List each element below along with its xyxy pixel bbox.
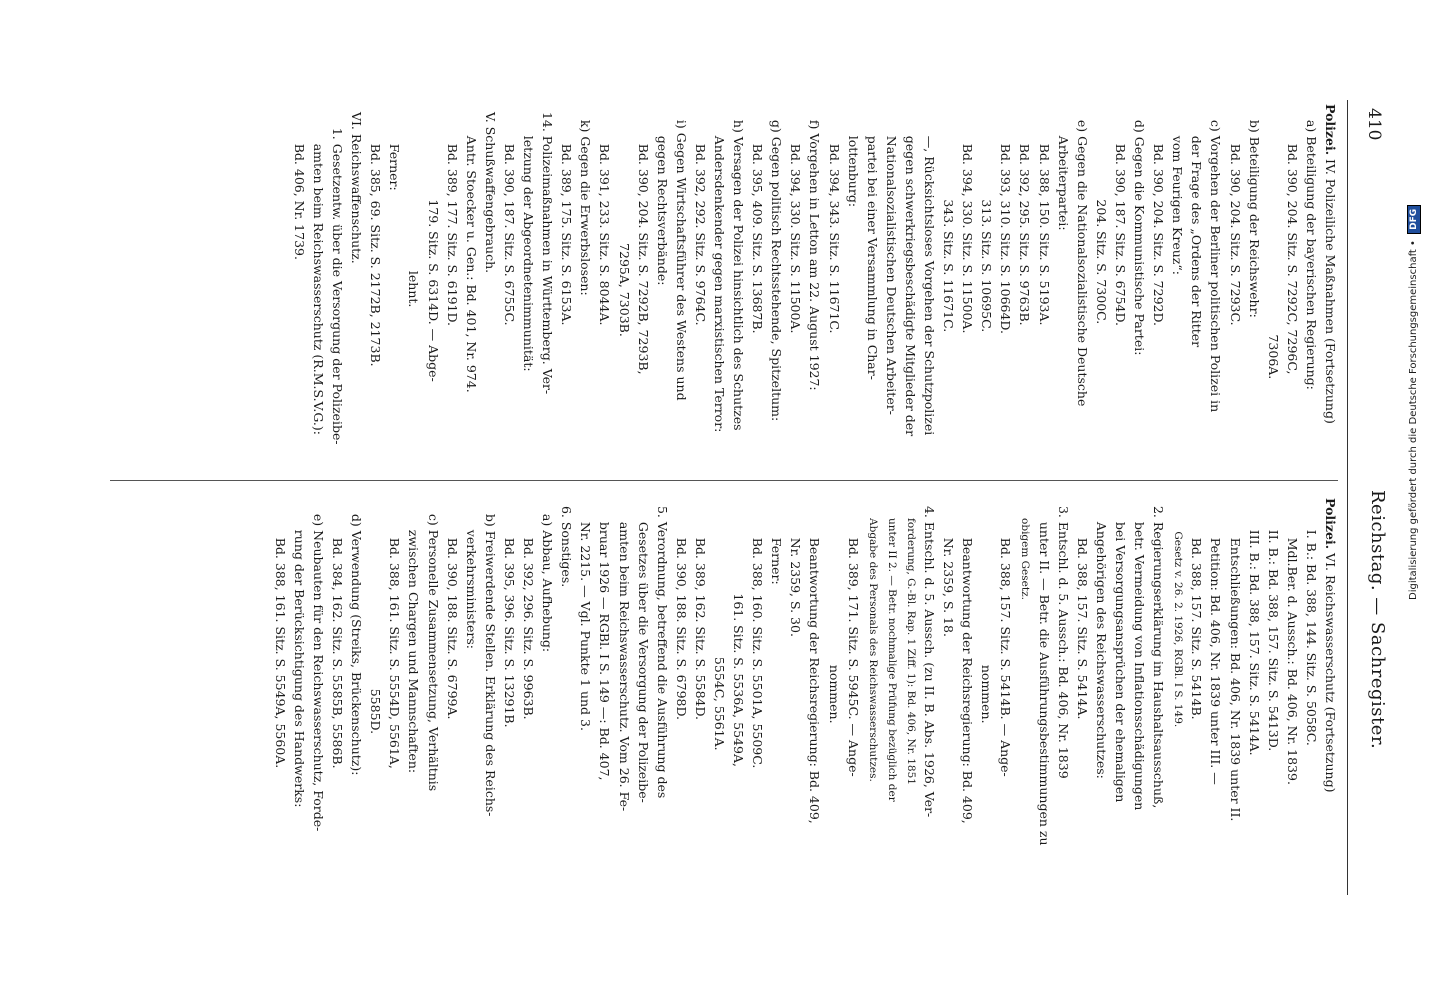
index-text: a) Beteiligung der bayerischen Regierung: — [1303, 104, 1319, 390]
index-text: bruar 1926 — RGBl. I S. 149 —: Bd. 407, — [597, 498, 613, 781]
index-text: Bd. 390, 188. Sitz. S. 6799A. — [444, 498, 460, 720]
index-text: Bd. 388, 160. Sitz. S. 5501A, 5509C. — [750, 498, 766, 769]
index-line — [767, 498, 786, 868]
index-text: 5554C, 5561A. — [712, 498, 727, 751]
index-line — [366, 104, 385, 474]
index-text: c) Vorgehen der Berliner politischen Polizei in — [1208, 104, 1224, 413]
index-line — [786, 498, 805, 868]
index-text: vom Feurigen Kreuz“: — [1170, 104, 1186, 275]
index-text: 3. Entschl. d. 5. Aussch.: Bd. 406, Nr. 1839 — [1055, 498, 1071, 779]
index-line — [844, 104, 863, 474]
index-text: Bd. 390, 204. Sitz. S. 7292D. — [1151, 104, 1167, 327]
index-text: Nationalsozialistischen Deutschen Arbeiter- — [883, 104, 899, 415]
index-line — [939, 498, 958, 868]
index-text: 5. Verordnung, betreffend die Ausführung des — [654, 498, 670, 799]
index-line — [481, 498, 500, 868]
index-line — [634, 498, 653, 868]
index-text: VI. Reichswaffenschutz. — [349, 104, 365, 264]
index-text: d) Gegen die Kommunistische Partei: — [1132, 104, 1148, 356]
index-line — [1264, 498, 1283, 868]
index-text: Petition: Bd. 406, Nr. 1839 unter III. — — [1208, 498, 1224, 785]
index-text: nommen. — [826, 498, 842, 724]
right-column — [271, 498, 1340, 868]
index-text: 204. Sitz. S. 7300C. — [1093, 104, 1109, 325]
index-line — [1111, 498, 1130, 868]
index-text: a) Abbau, Aufhebung: — [540, 498, 556, 653]
index-line — [1187, 498, 1206, 868]
index-text: k) Gegen die Erwerbslosen: — [578, 104, 594, 296]
index-text: Nr. 2359, S. 18. — [941, 498, 957, 637]
index-text: gegen schwerkriegsbeschädigte Mitglieder der — [902, 104, 918, 437]
index-line — [519, 104, 538, 474]
index-text: 6. Sonstiges. — [559, 498, 575, 588]
index-text: h) Versagen der Polizei hinsichtlich des Schutzes — [731, 104, 747, 431]
footer-text: Digitalisierung gefördert durch die Deutsche Forschungsgemeinschaft • — [1408, 240, 1419, 600]
index-line — [576, 104, 595, 474]
index-line — [1035, 498, 1054, 868]
index-text: Andersdenkender gegen marxistischen Terror: — [712, 104, 727, 433]
index-text: Bd. 389, 177. Sitz. S. 6191D. — [444, 104, 460, 327]
index-line — [882, 104, 901, 474]
index-line — [347, 104, 366, 474]
index-line — [271, 498, 290, 868]
index-text: verkehrsministers: — [463, 498, 479, 649]
index-text: forderung, G.-Bl. Rap. 1 Ziff. 1): Bd. 406, Nr. 1851 — [904, 498, 917, 785]
index-line — [1073, 104, 1092, 474]
index-text: Bd. 389, 171. Sitz. S. 5945C. — Ange- — [845, 498, 861, 777]
index-text: Bd. 388, 157. Sitz. S. 5414A. — [1074, 498, 1090, 720]
index-text: Gesetzes über die Versorgung der Polizeibe- — [635, 498, 651, 803]
index-line — [557, 104, 576, 474]
index-line — [1168, 104, 1187, 474]
index-text: 2. Regierungserklärung im Haushaltsausschuß, — [1151, 498, 1167, 809]
index-line — [634, 104, 653, 474]
index-line — [1111, 104, 1130, 474]
index-line — [462, 498, 481, 868]
index-line — [1073, 498, 1092, 868]
column-divider — [110, 480, 1338, 481]
page-number: 410 — [1364, 108, 1384, 141]
index-text: f) Vorgehen in Letton am 22. August 1927: — [807, 104, 823, 391]
index-text: Ferner: — [387, 104, 403, 191]
index-line — [996, 498, 1015, 868]
index-text: Bd. 390, 204. Sitz. S. 7292C, 7296C, — [1284, 104, 1300, 375]
index-text: amten beim Reichswasserschutz. Vom 26. Fe- — [616, 498, 632, 812]
index-text: 7306A. — [1265, 104, 1281, 380]
index-line — [729, 104, 748, 474]
index-line — [786, 104, 805, 474]
index-line — [424, 104, 443, 474]
index-text: Bd. 394, 343. Sitz. S. 11671C. — [826, 104, 842, 334]
index-keyword: Polizei. — [1323, 498, 1338, 550]
index-text: zwischen Chargen und Mannschaften: — [406, 498, 422, 774]
index-line — [920, 104, 939, 474]
index-text: 179. Sitz. S. 6314D. — Abge- — [425, 104, 441, 382]
index-text: b) Freiwerdende Stellen. Erklärung des Reichs- — [482, 498, 498, 817]
index-line — [557, 498, 576, 868]
index-line — [863, 498, 882, 868]
index-text: V. Schußwaffengebrauch. — [482, 104, 498, 274]
index-line — [309, 104, 328, 474]
index-text: 5585D. — [368, 498, 384, 735]
index-line — [1206, 104, 1225, 474]
index-line — [977, 498, 996, 868]
index-line — [1092, 104, 1111, 474]
index-text: partei bei einer Versammlung in Char- — [864, 104, 880, 380]
index-text: I. B.: Bd. 388, 144. Sitz. S. 5058C. — [1303, 498, 1319, 746]
index-line — [920, 498, 939, 868]
index-line — [1149, 498, 1168, 868]
index-text: Bd. 390, 187. Sitz. S. 6755C. — [501, 104, 517, 326]
index-text: betr. Vermeidung von Inflationsschädigungen — [1132, 498, 1148, 811]
index-line — [328, 498, 347, 868]
index-text: Bd. 395, 409. Sitz. S. 13687B. — [750, 104, 766, 334]
index-text: Ferner: — [769, 498, 785, 585]
index-text: obigem Gesetz. — [1019, 498, 1032, 600]
index-line — [653, 498, 672, 868]
index-text: Mdl.Ber. d. Aussch.: Bd. 406, Nr. 1839. — [1284, 498, 1300, 785]
index-text: 14. Polizeimaßnahmen in Württemberg. Ver- — [540, 104, 556, 395]
index-line — [805, 104, 824, 474]
index-text: d) Verwendung (Streiks, Brückenschutz): — [349, 498, 365, 776]
index-line — [385, 104, 404, 474]
index-text: Bd. 392, 292. Sitz. S. 9764C. — [692, 104, 708, 326]
header-rule — [1347, 100, 1348, 895]
index-text: —, Rücksichtsloses Vorgehen der Schutzpolizei — [922, 104, 938, 436]
index-text: letzung der Abgeordnetenimmunität: — [521, 104, 537, 372]
index-text: 4. Entschl. d. 5. Aussch. (zu II. B. Abs. 1926, Ver- — [922, 498, 938, 818]
index-line — [404, 104, 423, 474]
index-line — [710, 498, 729, 868]
index-line — [996, 104, 1015, 474]
index-line — [672, 498, 691, 868]
index-line — [1264, 104, 1283, 474]
index-line — [805, 498, 824, 868]
rotated-page — [110, 0, 1390, 1000]
index-text: 313. Sitz. S. 10695C. — [979, 104, 995, 333]
index-line — [576, 498, 595, 868]
index-line — [290, 498, 309, 868]
index-line — [748, 104, 767, 474]
index-text: Bd. 406, Nr. 1739. — [291, 104, 307, 260]
index-text: Abgabe des Personals des Reichswasserschutzes. — [866, 498, 879, 782]
index-line — [500, 498, 519, 868]
index-line — [614, 104, 633, 474]
index-line — [824, 104, 843, 474]
index-text: Gesetz v. 26. 2. 1926, RGBl. I S. 149. — [1172, 498, 1185, 728]
index-text: Beantwortung der Reichsregierung: Bd. 409, — [960, 498, 976, 824]
index-line — [977, 104, 996, 474]
index-text: Bd. 389, 175. Sitz. S. 6153A. — [559, 104, 575, 326]
index-text: Bd. 395, 396. Sitz. S. 13291B. — [501, 498, 517, 728]
index-text: 1. Gesetzentw. über die Versorgung der Polizeibe- — [330, 104, 346, 445]
index-text: Bd. 388, 150. Sitz. S. 5193A. — [1036, 104, 1052, 326]
index-line — [748, 498, 767, 868]
index-line — [481, 104, 500, 474]
index-text: Bd. 394, 330. Sitz. S. 11500A. — [788, 104, 804, 334]
index-text: VI. Reichswasserschutz (Fortsetzung) — [1323, 553, 1338, 793]
index-text: lehnt. — [406, 104, 422, 308]
index-line — [1225, 498, 1244, 868]
index-line — [710, 104, 729, 474]
index-line — [1130, 104, 1149, 474]
index-text: c) Personelle Zusammensetzung, Verhältnis — [425, 498, 441, 792]
index-text: Beantwortung der Reichsregierung: Bd. 409, — [807, 498, 823, 824]
index-text: g) Gegen politisch Rechtsstehende, Spitzeltum: — [769, 104, 785, 422]
index-text: Bd. 392, 295. Sitz. S. 9763B. — [1017, 104, 1033, 326]
index-text: e) Neubauten für den Reichswasserschutz, Forde- — [311, 498, 327, 832]
index-text: i) Gegen Wirtschaftsführer des Westens und — [673, 104, 689, 401]
index-line — [901, 498, 920, 868]
index-line — [958, 498, 977, 868]
index-line — [1130, 498, 1149, 868]
index-line — [500, 104, 519, 474]
index-keyword: Polizei. — [1323, 104, 1338, 156]
index-text: Bd. 393, 310. Sitz. S. 10664D. — [998, 104, 1014, 334]
index-line — [691, 498, 710, 868]
index-text: Angehörigen des Reichswasserschutzes: — [1093, 498, 1109, 779]
index-text: der Frage des „Ordens der Ritter — [1189, 104, 1205, 348]
index-line — [538, 104, 557, 474]
index-text: IV. Polizeiliche Maßnahmen (Fortsetzung) — [1323, 159, 1338, 424]
index-line — [309, 498, 328, 868]
index-line — [290, 104, 309, 474]
index-text: Bd. 388, 157. Sitz. S. 5414B. — [1189, 498, 1205, 720]
index-line — [901, 104, 920, 474]
index-line — [385, 498, 404, 868]
index-text: 7295A, 7303B. — [616, 104, 632, 337]
index-line — [1054, 104, 1073, 474]
index-line — [519, 498, 538, 868]
index-line — [1302, 498, 1321, 868]
index-line — [1015, 498, 1034, 868]
index-line — [1054, 498, 1073, 868]
running-head: Reichstag. — Sachregister. — [1367, 490, 1388, 750]
index-line — [1245, 498, 1264, 868]
index-line — [1015, 104, 1034, 474]
index-text: nommen. — [979, 498, 995, 724]
index-line — [1225, 104, 1244, 474]
index-line — [462, 104, 481, 474]
index-line — [595, 498, 614, 868]
index-text: b) Beteiligung der Reichswehr: — [1246, 104, 1262, 318]
index-line — [729, 498, 748, 868]
index-line — [328, 104, 347, 474]
index-text: e) Gegen die Nationalsozialistische Deutsche — [1074, 104, 1090, 407]
index-line — [1206, 498, 1225, 868]
index-text: Entschließungen: Bd. 406, Nr. 1839 unter II. — [1227, 498, 1243, 822]
index-line — [939, 104, 958, 474]
index-line — [1168, 498, 1187, 868]
index-line — [366, 498, 385, 868]
index-line — [1149, 104, 1168, 474]
index-line — [1035, 104, 1054, 474]
index-text: Arbeiterpartei: — [1055, 104, 1071, 231]
index-text: Bd. 388, 161. Sitz. S. 5549A, 5560A. — [272, 498, 288, 769]
index-text: Bd. 390, 204. Sitz. S. 7292B, 7293B, — [635, 104, 651, 375]
index-line — [1283, 498, 1302, 868]
index-text: Bd. 390, 187. Sitz. S. 6754D. — [1112, 104, 1128, 327]
index-text: Antr. Stoecker u. Gen.: Bd. 401, Nr. 974. — [463, 104, 479, 393]
index-text: unter II. — Betr. die Ausführungsbestimmungen zu — [1036, 498, 1052, 846]
index-line — [443, 498, 462, 868]
index-text: Nr. 2215. — Vgl. Punkte 1 und 3. — [578, 498, 594, 731]
dfg-logo: DFG — [1407, 205, 1421, 234]
index-line — [1245, 104, 1264, 474]
index-line — [958, 104, 977, 474]
index-text: Bd. 390, 204. Sitz. S. 7293C. — [1227, 104, 1243, 326]
index-line — [824, 498, 843, 868]
index-text: rung der Berücksichtigung des Handwerks: — [291, 498, 307, 808]
index-text: unter II 2. — Betr. nochmalige Prüfung bezüglich der — [885, 498, 898, 802]
index-text: Nr. 2359, S. 30. — [788, 498, 804, 637]
index-line — [443, 104, 462, 474]
index-text: 161. Sitz. S. 5536A, 5549A, — [731, 498, 747, 767]
index-line — [691, 104, 710, 474]
index-text: Bd. 389, 162. Sitz. S. 5584D. — [692, 498, 708, 721]
index-line — [595, 104, 614, 474]
index-line — [1283, 104, 1302, 474]
index-text: Bd. 385, 69. Sitz. S. 2172B, 2173B. — [368, 104, 384, 367]
index-line — [863, 104, 882, 474]
index-text: amten beim Reichswasserschutz (R.M.S.V.G.): — [311, 104, 327, 435]
index-line — [1187, 104, 1206, 474]
index-text: bei Versorgungsansprüchen der ehemaligen — [1112, 498, 1128, 803]
index-line — [538, 498, 557, 868]
index-line — [882, 498, 901, 868]
index-line — [672, 104, 691, 474]
index-line — [404, 498, 423, 868]
index-line — [614, 498, 633, 868]
index-line — [347, 498, 366, 868]
index-line — [1321, 104, 1340, 474]
index-line — [767, 104, 786, 474]
index-line — [1302, 104, 1321, 474]
index-text: III. B.: Bd. 388, 157. Sitz. S. 5414A. — [1246, 498, 1262, 756]
index-text: Bd. 394, 330. Sitz. S. 11500A. — [960, 104, 976, 334]
index-text: 343. Sitz. S. 11671C. — [941, 104, 957, 333]
index-text: Bd. 388, 161. Sitz. S. 5554D, 5561A, — [387, 498, 403, 769]
left-column — [290, 104, 1340, 474]
index-text: Bd. 391, 233. Sitz. S. 8044A. — [597, 104, 613, 326]
index-line — [424, 498, 443, 868]
index-line — [653, 104, 672, 474]
index-text: II. B.: Bd. 388, 157. Sitz. S. 5413D. — [1265, 498, 1281, 752]
index-text: gegen Rechtsverbände: — [654, 104, 670, 286]
index-text: lottenburg: — [845, 104, 861, 208]
index-text: Bd. 384, 162. Sitz. S. 5585B, 5586B. — [330, 498, 346, 769]
index-text: Bd. 388, 157. Sitz. S. 5414B. — Ange- — [998, 498, 1014, 777]
index-text: Bd. 390, 188. Sitz. S. 6798D. — [673, 498, 689, 721]
index-line — [844, 498, 863, 868]
index-line — [1092, 498, 1111, 868]
index-line — [1321, 498, 1340, 868]
index-text: Bd. 392, 296. Sitz. S. 9963B. — [521, 498, 537, 720]
